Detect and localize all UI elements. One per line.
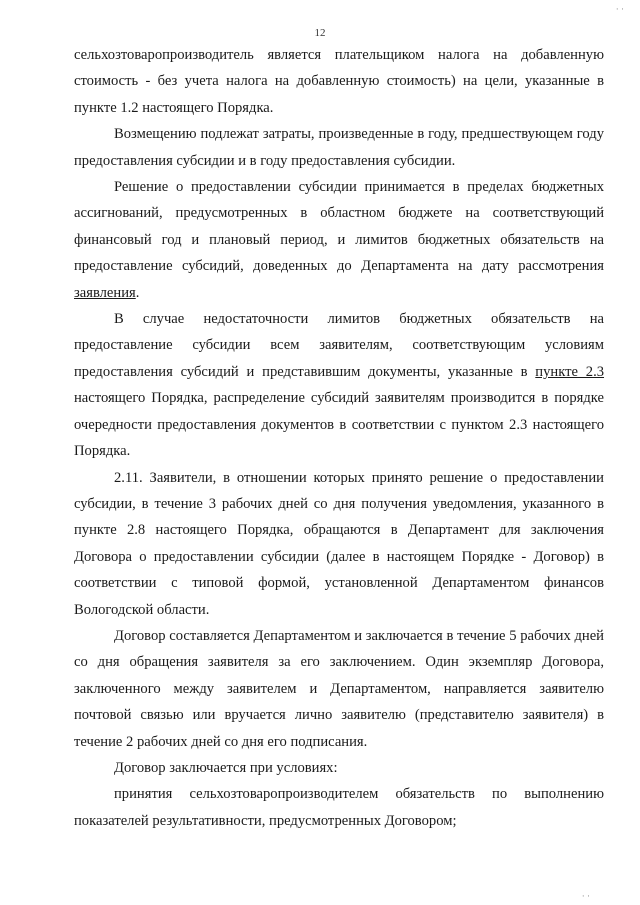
scan-mark-bottom-right: · · [581, 891, 590, 901]
paragraph-6: Договор составляется Департаментом и заключается в течение 5 рабочих дней со дня обращения заявителя за его заключением. Один экземпляр Договора, заключенного между заявителем и Департаментом, направляется заявителю почтовой связью или вручается лично заявителю (представителю заявителя) в течение 2 рабочих дней со дня его подписания. [74, 627, 604, 750]
paragraph-3-text: Решение о предоставлении субсидии принимается в пределах бюджетных ассигнований, предусмотренных в областном бюджете на соответствующий финансовый год и плановый период, и лимитов бюджетных обязательств на предоставление субсидий, доведенных до Департамента на дату рассмотрения [74, 179, 604, 275]
paragraph-4 [74, 306, 604, 464]
paragraph-4-text: В случае недостаточности лимитов бюджетных обязательств на предоставление субсидии всем заявителям, соответствующим условиям предоставления субсидий и представившим документы, указанные в [74, 311, 604, 380]
document-body [74, 42, 604, 834]
paragraph-4-link-reference: пункте 2.3 [535, 363, 605, 380]
paragraph-4-end: настоящего Порядка, распределение субсидий заявителям производится в порядке очередности предоставления документов в соответствии с пунктом 2.3 настоящего Порядка. [74, 390, 604, 460]
paragraph-1: сельхозтоваропроизводитель является плательщиком налога на добавленную стоимость - без учета налога на добавленную стоимость) на цели, указанные в пункте 1.2 настоящего Порядка. [74, 47, 604, 116]
paragraph-3-end: . [135, 284, 140, 301]
paragraph-3 [74, 174, 604, 306]
paragraph-5: 2.11. Заявители, в отношении которых принято решение о предоставлении субсидии, в течение 3 рабочих дней со дня получения уведомления, указанного в пункте 2.8 настоящего Порядка, обращаются в Департамент для заключения Договора о предоставлении субсидии (далее в настоящем Порядке - Договор) в соответствии с типовой формой, установленной Департаментом финансов Вологодской области. [74, 469, 604, 618]
page-number: 12 [314, 27, 326, 39]
paragraph-2: Возмещению подлежат затраты, произведенные в году, предшествующем году предоставления субсидии и в году предоставления субсидии. [74, 126, 604, 169]
paragraph-3-underlined-term: заявления [74, 284, 136, 301]
paragraph-8: принятия сельхозтоваропроизводителем обязательств по выполнению показателей результативности, предусмотренных Договором; [74, 786, 604, 829]
paragraph-7: Договор заключается при условиях: [114, 759, 338, 776]
scan-mark-top-right: · · [615, 4, 624, 14]
